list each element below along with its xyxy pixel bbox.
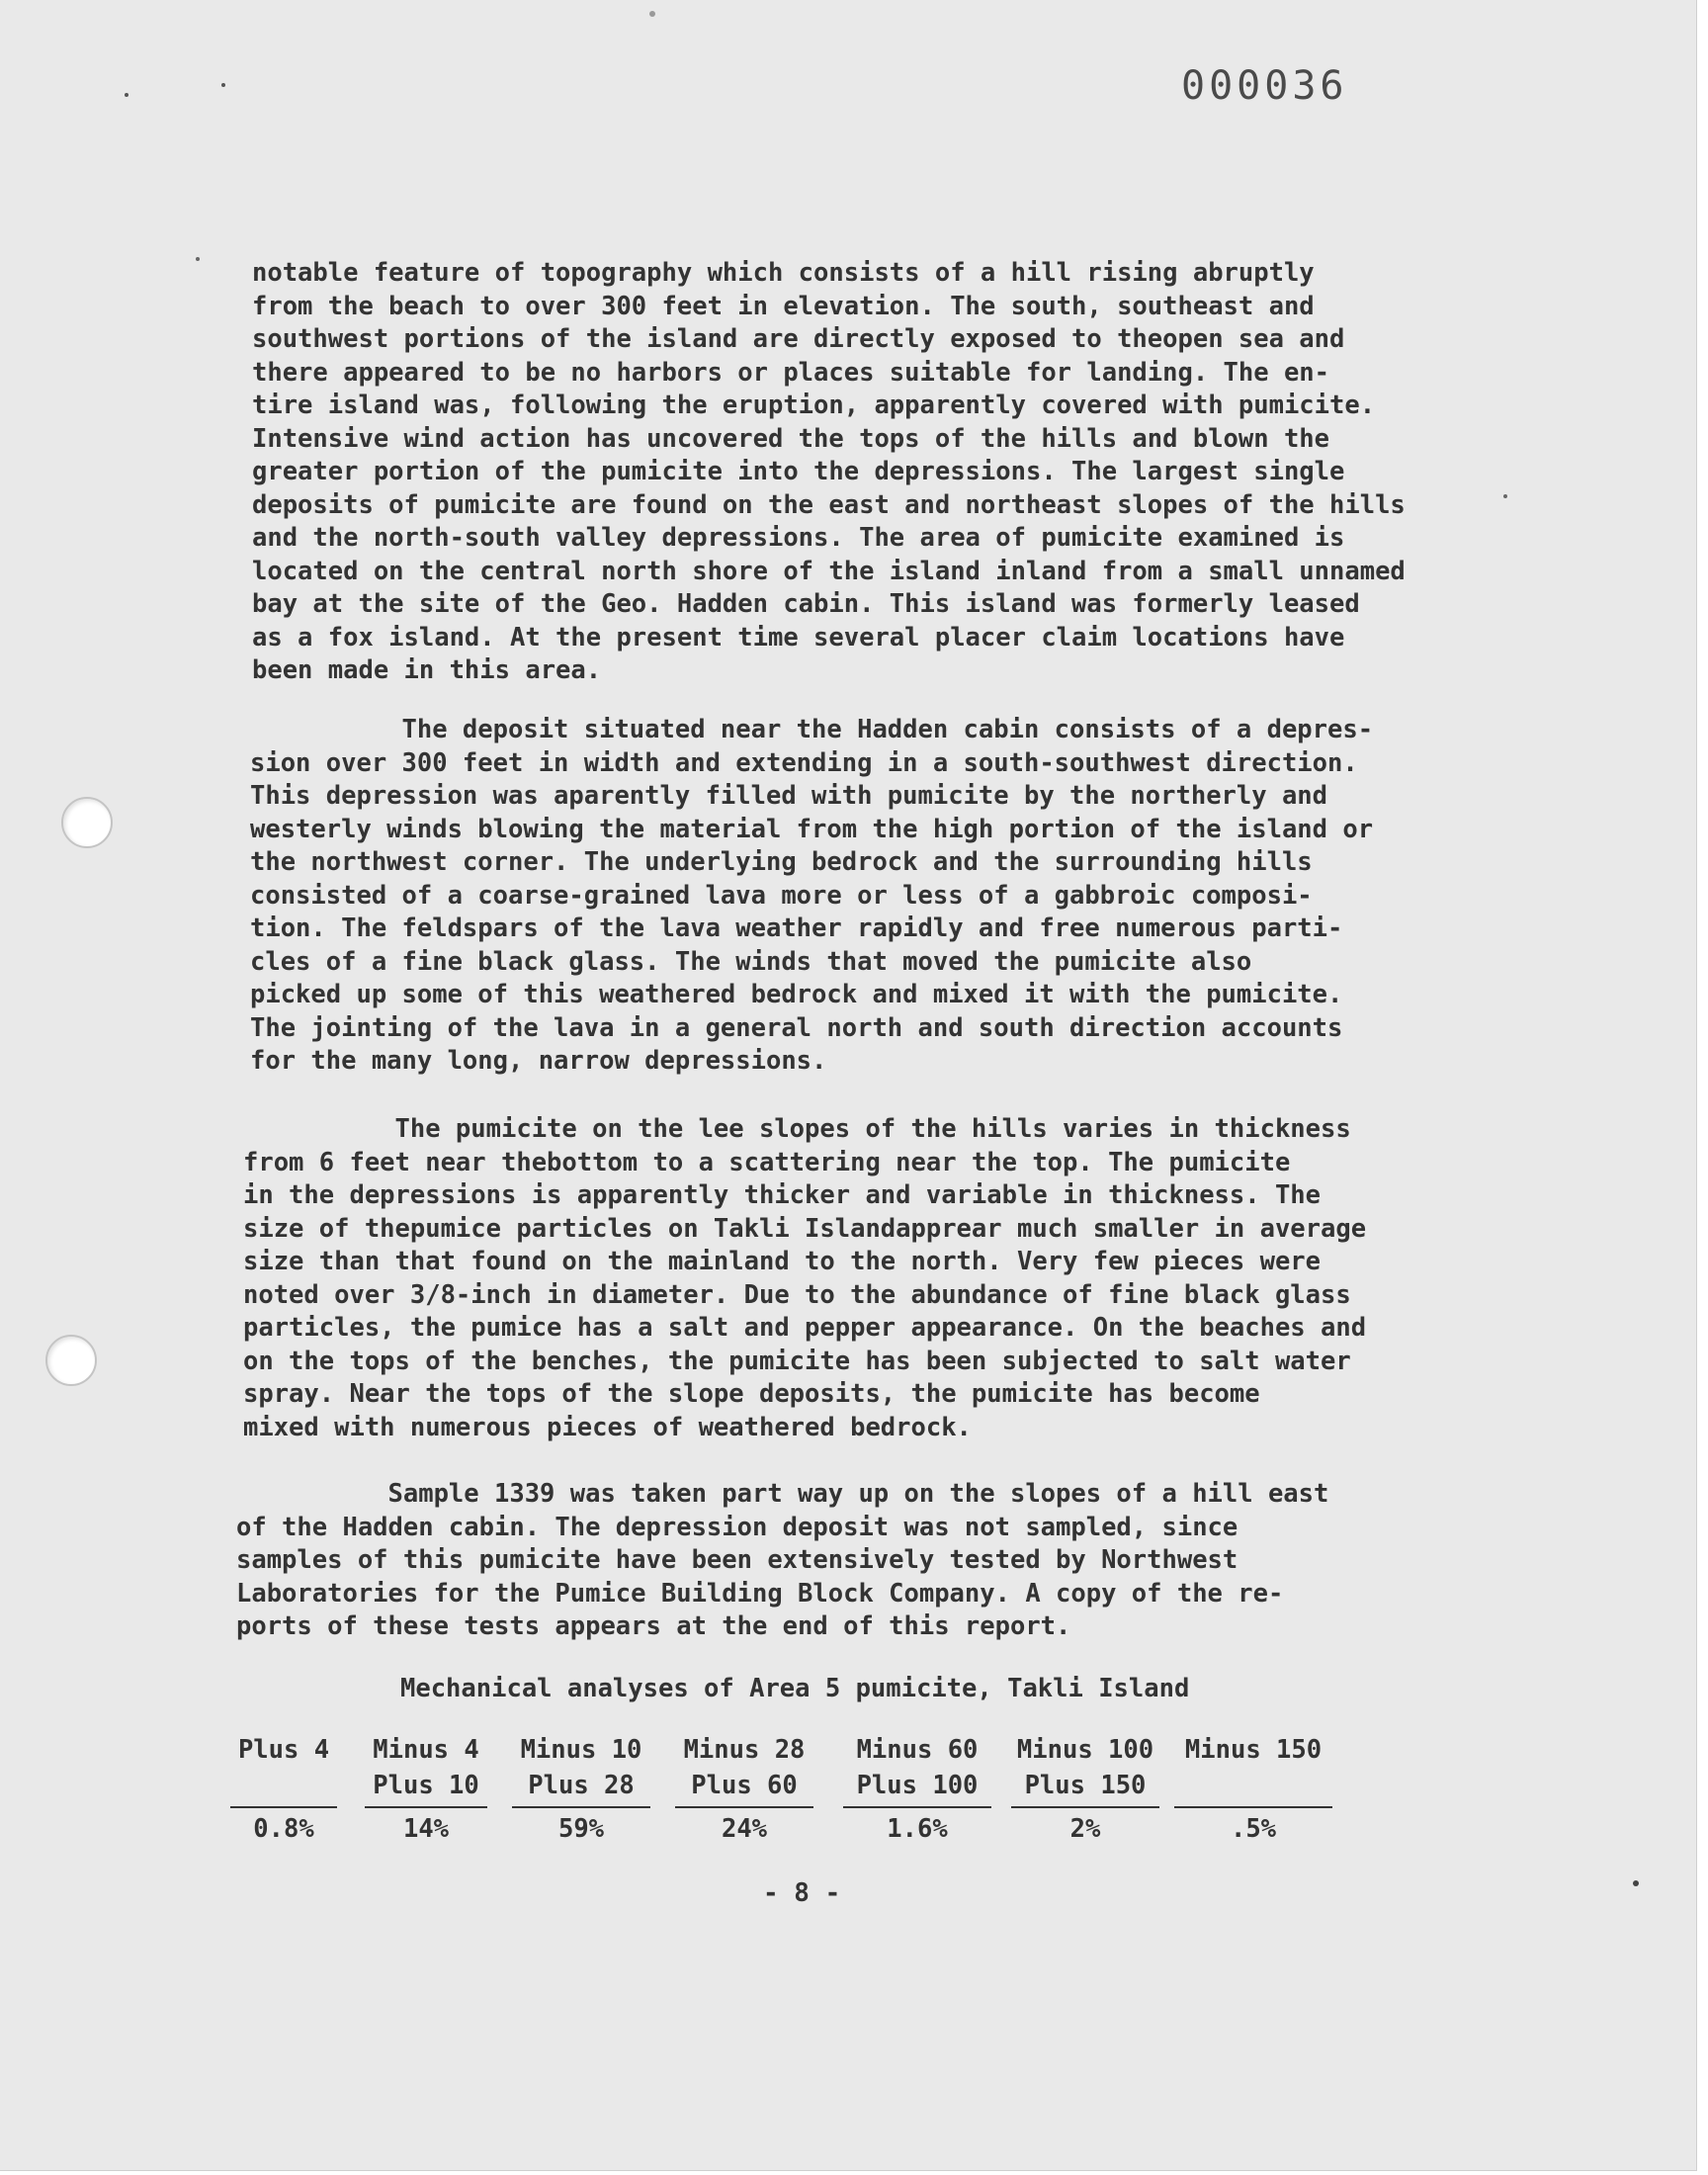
- column-header: Minus 10: [520, 1735, 642, 1765]
- paragraph: Sample 1339 was taken part way up on the slopes of a hill east of the Hadden cabin. The depression deposit was not sampled, since samples of this pumicite have been extensively tested by Northwest Laboratories for the Pumice Building Block Company. A copy of the re- ports of these tests appears at the end of this report.: [236, 1479, 1329, 1641]
- column-value: 0.8%: [253, 1814, 314, 1844]
- column-value: 2%: [1069, 1814, 1101, 1844]
- column-header: Minus 100: [1016, 1735, 1154, 1765]
- column-rule: [1174, 1806, 1332, 1808]
- table-column: [365, 1735, 487, 1854]
- column-value: 24%: [721, 1814, 768, 1844]
- paragraph: notable feature of topography which consists of a hill rising abruptly from the beach to over 300 feet in elevation. The south, southeast and southwest portions of the island are directly exposed to theopen sea and there appeared to be no harbors or places suitable for landing. The en- tire island was, following the eruption, apparently covered with pumicite. Intensive wind action has uncovered the tops of the hills and blown the greater portion of the pumicite into the depressions. The largest single deposits of pumicite are found on the east and northeast slopes of the hills and the north-south valley depressions. The area of pumicite examined is located on the central north shore of the island inland from a small unnamed bay at the site of the Geo. Hadden cabin. This island was formerly leased as a fox island. At the present time several placer claim locations have been made in this area.: [252, 258, 1406, 685]
- table-column: [1011, 1735, 1159, 1854]
- table-column: [1174, 1735, 1332, 1854]
- column-header: Minus 4: [373, 1735, 479, 1765]
- paragraph: The deposit situated near the Hadden cabin consists of a depres- sion over 300 feet in width and extending in a south-southwest direction. This depression was aparently filled with pumicite by the northerly and westerly winds blowing the material from the high portion of the island or the northwest corner. The underlying bedrock and the surrounding hills consisted of a coarse-grained lava more or less of a gabbroic composi- tion. The feldspars of the lava weather rapidly and free numerous parti- cles of a fine black glass. The winds that moved the pumicite also picked up some of this weathered bedrock and mixed it with the pumicite. The jointing of the lava in a general north and south direction accounts for the many long, narrow depressions.: [250, 715, 1374, 1076]
- table-column: [230, 1735, 337, 1854]
- scan-speck: [125, 93, 128, 97]
- column-subheader: Plus 150: [1024, 1771, 1147, 1800]
- scan-speck: [196, 257, 200, 261]
- scan-speck: [221, 83, 225, 87]
- column-value: 59%: [557, 1814, 605, 1844]
- scan-speck: [1503, 494, 1507, 498]
- table-column: [675, 1735, 813, 1854]
- column-header: Minus 60: [856, 1735, 979, 1765]
- column-subheader: Plus 28: [528, 1771, 635, 1800]
- column-rule: [365, 1806, 487, 1808]
- column-subheader: Plus 60: [691, 1771, 798, 1800]
- column-rule: [230, 1806, 337, 1808]
- column-value: 1.6%: [887, 1814, 948, 1844]
- column-rule: [1011, 1806, 1159, 1808]
- document-number: 000036: [1181, 63, 1348, 109]
- column-value: .5%: [1230, 1814, 1277, 1844]
- table-title: Mechanical analyses of Area 5 pumicite, Takli Island: [400, 1674, 1190, 1703]
- punch-hole: [61, 797, 113, 848]
- column-subheader: Plus 10: [373, 1771, 479, 1800]
- punch-hole: [45, 1335, 97, 1386]
- mechanical-analysis-table: [230, 1735, 1337, 1854]
- page-number: - 8 -: [763, 1878, 841, 1908]
- column-value: 14%: [402, 1814, 450, 1844]
- column-rule: [843, 1806, 991, 1808]
- scan-speck: [1633, 1880, 1639, 1886]
- table-column: [512, 1735, 650, 1854]
- column-subheader: Plus 100: [856, 1771, 979, 1800]
- column-rule: [512, 1806, 650, 1808]
- column-header: Minus 150: [1184, 1735, 1323, 1765]
- scan-speck: [649, 11, 655, 17]
- column-header: Plus 4: [237, 1735, 330, 1765]
- table-column: [843, 1735, 991, 1854]
- paragraph: The pumicite on the lee slopes of the hills varies in thickness from 6 feet near thebottom to a scattering near the top. The pumicite in the depressions is apparently thicker and variable in thickness. The size of thepumice particles on Takli Islandapprear much smaller in average size than that found on the mainland to the north. Very few pieces were noted over 3/8-inch in diameter. Due to the abundance of fine black glass particles, the pumice has a salt and pepper appearance. On the beaches and on the tops of the benches, the pumicite has been subjected to salt water spray. Near the tops of the slope deposits, the pumicite has become mixed with numerous pieces of weathered bedrock.: [243, 1114, 1367, 1442]
- column-rule: [675, 1806, 813, 1808]
- column-header: Minus 28: [683, 1735, 806, 1765]
